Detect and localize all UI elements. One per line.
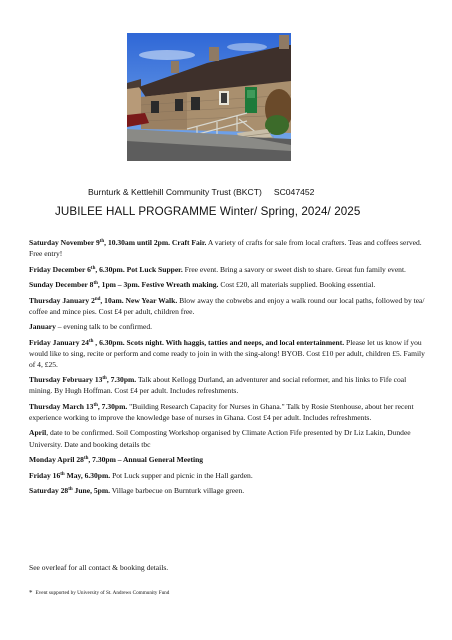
event-heading — [29, 486, 110, 495]
event-title: , 7.30pm – Annual General Meeting — [88, 455, 204, 465]
event-date: Thursday February 13 — [29, 375, 103, 385]
date-suffix: th — [60, 471, 65, 477]
event-description: Blow away the cobwebs and enjoy a walk round our local paths, followed by tea/ coffee and mince pies. Cost £4 per adult, children free. — [29, 295, 425, 316]
event-date: January — [29, 322, 56, 332]
event-title: , 7.30pm. — [106, 375, 137, 385]
event-description: Village barbecue on Burnturk village green. — [110, 485, 245, 495]
event-item — [29, 264, 429, 275]
event-heading — [29, 402, 127, 411]
event-item — [29, 470, 429, 481]
event-item — [29, 279, 429, 290]
event-date: Friday January 24 — [29, 337, 89, 347]
event-item — [29, 401, 429, 423]
event-heading — [29, 471, 110, 480]
organisation-header — [88, 187, 388, 197]
event-date: Monday April 28 — [29, 455, 84, 465]
date-suffix: th — [88, 338, 94, 344]
footnote — [29, 589, 169, 597]
event-item — [29, 337, 429, 370]
event-heading — [29, 455, 203, 464]
event-description: – evening talk to be confirmed. — [55, 322, 153, 332]
event-item — [29, 374, 429, 396]
event-date: Thursday March 13 — [29, 401, 94, 411]
event-description: "Building Research Capacity for Nurses in Ghana." Talk by Rosie Stenhouse, about her recent experience working to improve the knowledge base of nurses in Ghana. Cost £4 per adult. Includes refreshments. — [29, 401, 414, 422]
event-description: Talk about Kellogg Durland, an adventurer and social reformer, and his links to Fife coal mining. By Hugh Hoffman. Cost £4 per adult. Includes refreshments. — [29, 375, 407, 396]
event-title: , 1pm – 3pm. Festive Wreath making. — [97, 280, 219, 290]
charity-number: SC047452 — [273, 187, 315, 197]
events-list — [29, 237, 429, 500]
event-date: Thursday January 2 — [29, 295, 95, 305]
event-heading — [29, 238, 206, 247]
date-suffix: th — [93, 281, 98, 287]
see-overleaf-note: See overleaf for all contact & booking details. — [29, 563, 169, 572]
event-title: June, 5pm. — [72, 485, 110, 495]
event-item — [29, 237, 429, 259]
event-item — [29, 454, 429, 465]
event-date: Friday 16 — [29, 470, 61, 480]
date-suffix: th — [83, 456, 89, 462]
event-title: , 6.30pm. Pot Luck Supper. — [95, 264, 183, 274]
event-heading — [29, 265, 183, 274]
event-heading — [29, 280, 218, 289]
event-date: Saturday 28 — [29, 485, 69, 495]
event-date: Saturday November 9 — [29, 238, 100, 247]
footnote-text: Event supported by University of St. Andrews Community Fund — [35, 590, 170, 596]
date-suffix: th — [68, 486, 73, 492]
event-title: , 10am. New Year Walk. — [100, 295, 178, 305]
event-description: Please let us know if you would like to sing, recite or perform and come ready to join in with the sing-along! BYOB. Cost £10 per adult, children £5. Family of 4, £25. — [29, 337, 425, 369]
footnote-symbol: * — [29, 589, 33, 597]
event-heading — [29, 375, 136, 384]
date-suffix: th — [90, 265, 96, 271]
hall-photo — [127, 33, 291, 161]
event-heading — [29, 428, 46, 437]
event-date: Friday December 6 — [29, 264, 91, 274]
programme-title: JUBILEE HALL PROGRAMME Winter/ Spring, 2024/ 2025 — [55, 205, 361, 218]
event-item — [29, 485, 429, 496]
event-date: April — [29, 428, 47, 438]
event-title: May, 6.30pm. — [64, 470, 111, 480]
event-heading — [29, 296, 177, 305]
organisation-name: Burnturk & Kettlehill Community Trust (BKCT) — [88, 187, 262, 197]
date-suffix: th — [93, 402, 98, 408]
event-description: Cost £20, all materials supplied. Booking essential. — [218, 280, 376, 290]
event-description: Pot Luck supper and picnic in the Hall garden. — [110, 470, 253, 480]
event-item — [29, 295, 429, 317]
event-heading — [29, 338, 344, 347]
event-item — [29, 321, 429, 332]
event-title: , 7.30pm. — [97, 401, 128, 411]
event-date: Sunday December 8 — [29, 280, 94, 290]
date-suffix: th — [102, 376, 107, 382]
event-description: Free event. Bring a savory or sweet dish to share. Great fun family event. — [182, 264, 406, 274]
event-title: , 10.30am until 2pm. Craft Fair. — [104, 238, 207, 247]
event-heading — [29, 322, 56, 331]
date-suffix: th — [99, 239, 105, 244]
date-suffix: nd — [94, 296, 101, 302]
event-item — [29, 427, 429, 449]
event-description: , date to be confirmed. Soil Composting Workshop organised by Climate Action Fife presented by Dr Liz Lakin, Dundee University. Date and booking details tbc — [29, 428, 411, 449]
event-description: A variety of crafts for sale from local crafters. Teas and coffees served. Free entry! — [29, 238, 422, 259]
event-title: , 6.30pm. Scots night. With haggis, tatties and neeps, and local entertainment. — [93, 337, 345, 347]
